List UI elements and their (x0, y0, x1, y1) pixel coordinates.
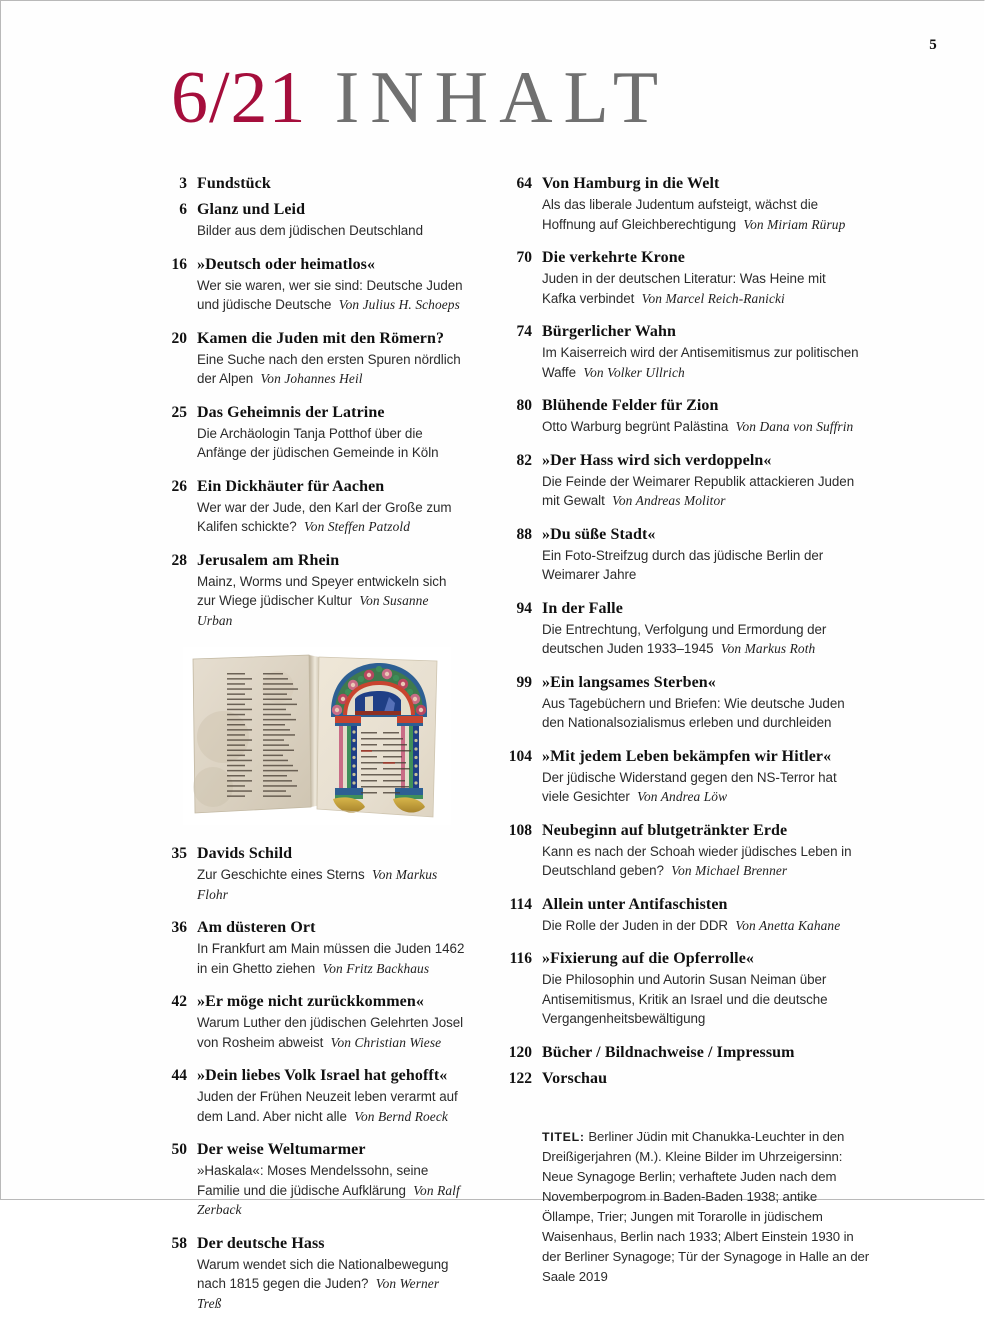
toc-entry-body (197, 843, 465, 904)
toc-entry-body (542, 524, 860, 585)
toc-entry-title[interactable]: Am düsteren Ort (197, 919, 316, 936)
toc-entry[interactable] (153, 550, 465, 631)
toc-entry-body (197, 173, 465, 194)
toc-entry-subtitle (197, 865, 465, 904)
toc-entry-page-number: 82 (516, 451, 532, 469)
toc-entry-subtitle-text: Der jüdische Widerstand gegen den NS-Terror hat viele Gesichter (542, 769, 837, 804)
toc-entry-subtitle (542, 195, 860, 234)
toc-entry-subtitle-text: Die Philosophin und Autorin Susan Neiman über Antisemitismus, Kritik an Israel und die deutsche Vergangenheitsbewältigung (542, 972, 828, 1026)
toc-entry-body (197, 476, 465, 537)
toc-entry-title[interactable]: In der Falle (542, 599, 623, 617)
toc-entry-page-number: 28 (171, 551, 187, 569)
toc-entry-byline: Von Werner Treß (197, 1276, 440, 1311)
toc-entry-subtitle (542, 546, 860, 585)
cover-credit-label: TITEL: (542, 1129, 585, 1144)
toc-entry-title[interactable]: »Er möge nicht zurückkommen« (197, 993, 424, 1010)
toc-entry-title[interactable]: Der deutsche Hass (197, 1234, 325, 1252)
toc-entry-body (197, 991, 465, 1052)
toc-entry[interactable] (498, 395, 860, 437)
toc-entry[interactable] (153, 1139, 465, 1220)
toc-entry-byline: Von Bernd Roeck (354, 1108, 448, 1124)
toc-entry-body (542, 948, 860, 1029)
toc-entry-page-number: 44 (171, 1067, 187, 1084)
masthead (171, 57, 670, 139)
toc-entry-title[interactable]: »Der Hass wird sich verdoppeln« (542, 451, 772, 469)
toc-entry-subtitle (542, 343, 860, 382)
toc-entry-subtitle (197, 350, 465, 389)
toc-entry-byline: Von Marcel Reich-Ranicki (641, 290, 785, 306)
toc-entry-page-number: 26 (171, 477, 187, 495)
toc-entry-body (542, 894, 860, 936)
toc-entry-body (197, 328, 465, 389)
toc-entry-byline: Von Miriam Rürup (743, 216, 846, 232)
toc-entry-byline: Von Dana von Suffrin (735, 419, 854, 434)
toc-entry-subtitle-text: Otto Warburg begrünt Palästina (542, 419, 729, 434)
toc-entry-body (542, 395, 860, 437)
toc-entry-subtitle-text: Wer war der Jude, den Karl der Große zum Kalifen schickte? (197, 499, 452, 534)
toc-entry-subtitle-text: Die Entrechtung, Verfolgung und Ermordung der deutschen Juden 1933–1945 (542, 621, 827, 656)
toc-entry-body (542, 746, 860, 807)
toc-entry-subtitle (197, 1255, 465, 1314)
toc-entry-title[interactable]: Bücher / Bildnachweise / Impressum (542, 1043, 795, 1061)
toc-entry-page-number: 50 (171, 1141, 187, 1158)
toc-entry[interactable] (498, 450, 860, 511)
toc-entry-subtitle (542, 472, 860, 511)
toc-entry-subtitle (542, 768, 860, 807)
toc-entry-title[interactable]: Fundstück (197, 175, 271, 192)
toc-entry-title[interactable]: »Du süße Stadt« (542, 525, 656, 543)
toc-entry-title[interactable]: Der weise Weltumarmer (197, 1141, 366, 1158)
toc-entry-page-number: 104 (508, 747, 532, 765)
toc-entry-byline: Von Julius H. Schoeps (338, 297, 460, 312)
toc-entry-title[interactable]: »Deutsch oder heimatlos« (197, 255, 376, 273)
toc-entry-page-number: 64 (516, 175, 532, 192)
toc-entry-page-number: 99 (516, 673, 532, 691)
toc-entry-page-number: 108 (508, 821, 532, 839)
toc-entry[interactable] (153, 199, 465, 241)
issue-number: 6/21 (171, 57, 307, 139)
toc-entry-page-number: 20 (171, 329, 187, 347)
toc-entry[interactable] (498, 672, 860, 733)
toc-entry[interactable] (153, 173, 465, 194)
toc-entry-page-number: 116 (509, 950, 532, 967)
toc-entry-subtitle (197, 572, 465, 631)
toc-entry-body (197, 1065, 465, 1126)
toc-entry-title[interactable]: Neubeginn auf blutgetränkter Erde (542, 821, 788, 839)
toc-entry-page-number: 80 (516, 397, 532, 414)
toc-entry-byline: Von Ralf Zerback (197, 1182, 460, 1217)
toc-entry-body (542, 1068, 860, 1089)
toc-entry-body (197, 402, 465, 463)
toc-entry[interactable] (153, 402, 465, 463)
toc-column-left (153, 173, 465, 1326)
toc-entry-page-number: 122 (508, 1069, 532, 1087)
toc-entry[interactable] (498, 524, 860, 585)
toc-entry-subtitle-text: Juden in der deutschen Literatur: Was Heine mit Kafka verbindet (542, 271, 826, 306)
toc-entry-title[interactable]: »Fixierung auf die Opferrolle« (542, 950, 755, 967)
toc-entry-subtitle-text: Eine Suche nach den ersten Spuren nördlich der Alpen (197, 351, 461, 386)
toc-entry-subtitle (542, 842, 860, 881)
toc-entry-subtitle-text: Als das liberale Judentum aufsteigt, wächst die Hoffnung auf Gleichberechtigung (542, 197, 819, 232)
cover-credit-text: Berliner Jüdin mit Chanukka-Leuchter in den Dreißigerjahren (M.). Kleine Bilder im Uhrzeigersinn: Neue Synagoge Berlin; verhaftete Juden nach dem Novemberpogrom in Baden-Baden 1938; antike Öllampe, Trier; Jungen mit Torarolle in jüdischem Waisenhaus, Berlin nach 1933; Albert Einstein 1930 in der Berliner Synagoge; Tür der Synagoge in Halle an der Saale 2019 (542, 1128, 870, 1284)
toc-entry[interactable] (498, 746, 860, 807)
toc-entry-title[interactable]: Vorschau (542, 1069, 608, 1087)
toc-entry-subtitle-text: Die Rolle der Juden in der DDR (542, 917, 729, 933)
toc-entry-page-number: 36 (171, 919, 187, 936)
toc-entry[interactable] (153, 917, 465, 978)
toc-entry-title[interactable]: Davids Schild (197, 845, 293, 862)
toc-entry[interactable] (153, 843, 465, 904)
toc-entry-body (197, 550, 465, 631)
toc-entry-byline: Von Anetta Kahane (735, 917, 841, 933)
toc-entry-body (542, 820, 860, 881)
toc-entry-subtitle (197, 1087, 465, 1126)
toc-entry-body (542, 672, 860, 733)
toc-entry[interactable] (498, 820, 860, 881)
toc-entry-body (197, 1233, 465, 1314)
toc-entry-page-number: 120 (508, 1043, 532, 1061)
toc-entry-title[interactable]: Bürgerlicher Wahn (542, 323, 677, 340)
toc-entry-title[interactable]: Jerusalem am Rhein (197, 551, 340, 569)
toc-entry-page-number: 74 (516, 323, 532, 340)
toc-entry-title[interactable]: Allein unter Antifaschisten (542, 895, 728, 913)
toc-entry-subtitle (542, 970, 860, 1029)
toc-entry[interactable] (498, 1042, 860, 1063)
toc-entry-body (542, 450, 860, 511)
toc-entry-byline: Von Andreas Molitor (612, 493, 726, 508)
toc-entry-byline: Von Markus Roth (720, 641, 816, 656)
toc-entry-byline: Von Fritz Backhaus (322, 960, 430, 976)
toc-entry-page-number: 94 (516, 599, 532, 617)
toc-entry-byline: Von Christian Wiese (330, 1034, 442, 1050)
toc-entry-subtitle-text: Mainz, Worms und Speyer entwickeln sich zur Wiege jüdischer Kultur (197, 573, 447, 608)
illuminated-hebrew-manuscript-image (183, 647, 451, 825)
toc-entry-subtitle-text: »Haskala«: Moses Mendelssohn, seine Familie und die jüdische Aufklärung (197, 1163, 429, 1198)
toc-entry-title[interactable]: Das Geheimnis der Latrine (197, 403, 385, 421)
toc-entry-title[interactable]: »Ein langsames Sterben« (542, 673, 716, 691)
toc-entry-page-number: 42 (171, 993, 187, 1010)
toc-entry[interactable] (498, 598, 860, 659)
toc-entry-body (542, 1042, 860, 1063)
toc-entry-body (197, 917, 465, 978)
toc-entry-body (542, 247, 860, 308)
toc-entry-page-number: 16 (171, 255, 187, 273)
toc-entry-body (542, 598, 860, 659)
toc-entry-title[interactable]: Blühende Felder für Zion (542, 397, 719, 414)
toc-entry-title[interactable]: Die verkehrte Krone (542, 249, 685, 266)
toc-entry-subtitle (542, 269, 860, 308)
toc-entry-title[interactable]: »Dein liebes Volk Israel hat gehofft« (197, 1067, 448, 1084)
toc-entry-subtitle (197, 424, 465, 463)
toc-entry[interactable] (498, 894, 860, 936)
toc-column-right (498, 173, 870, 1287)
toc-entry-subtitle-text: Bilder aus dem jüdischen Deutschland (197, 223, 423, 238)
toc-entry-subtitle (542, 417, 860, 437)
toc-entry-subtitle-text: Im Kaiserreich wird der Antisemitismus zur politischen Waffe (542, 345, 859, 380)
toc-entry-subtitle-text: Kann es nach der Schoah wieder jüdisches Leben in Deutschland geben? (542, 843, 852, 878)
toc-entry-title[interactable]: Kamen die Juden mit den Römern? (197, 329, 445, 347)
toc-entry-title[interactable]: »Mit jedem Leben bekämpfen wir Hitler« (542, 747, 832, 765)
toc-entry-page-number: 114 (509, 895, 532, 913)
toc-entry-page-number: 6 (179, 201, 187, 218)
toc-entry-subtitle (197, 939, 465, 978)
toc-entry-subtitle-text: Die Feinde der Weimarer Republik attackieren Juden mit Gewalt (542, 473, 855, 508)
cover-credit-caption (542, 1127, 872, 1287)
toc-entry-page-number: 35 (171, 845, 187, 862)
toc-entry-page-number: 88 (516, 525, 532, 543)
toc-entry-body (542, 321, 860, 382)
toc-entry-subtitle-text: Ein Foto-Streifzug durch das jüdische Berlin der Weimarer Jahre (542, 547, 824, 582)
toc-entry-body (542, 173, 860, 234)
toc-entry[interactable] (153, 254, 465, 315)
toc-entry-subtitle-text: Juden der Frühen Neuzeit leben verarmt auf dem Land. Aber nicht alle (197, 1089, 458, 1124)
toc-entry-subtitle (542, 620, 860, 659)
toc-entry-page-number: 3 (179, 175, 187, 192)
toc-entry[interactable] (153, 1065, 465, 1126)
toc-entry[interactable] (498, 1068, 860, 1089)
toc-entry[interactable] (153, 328, 465, 389)
toc-entry-byline: Von Steffen Patzold (303, 519, 411, 534)
folio-number: 5 (929, 37, 937, 53)
toc-entry[interactable] (153, 1233, 465, 1314)
toc-entry[interactable] (498, 173, 860, 234)
toc-entry[interactable] (498, 948, 860, 1029)
toc-entry-subtitle (197, 221, 465, 241)
toc-entry-byline: Von Markus Flohr (197, 867, 438, 902)
toc-entry-subtitle-text: Die Archäologin Tanja Potthof über die Anfänge der jüdischen Gemeinde in Köln (197, 425, 439, 460)
toc-entry[interactable] (498, 247, 860, 308)
toc-entry-body (197, 254, 465, 315)
toc-entry-subtitle (542, 694, 860, 733)
toc-entry[interactable] (153, 476, 465, 537)
toc-entry-subtitle-text: Wer sie waren, wer sie sind: Deutsche Juden und jüdische Deutsche (197, 277, 463, 312)
toc-entry[interactable] (498, 321, 860, 382)
toc-entry-subtitle-text: Warum Luther den jüdischen Gelehrten Josel von Rosheim abweist (197, 1015, 464, 1050)
toc-entry-byline: Von Andrea Löw (637, 789, 728, 804)
toc-entry-byline: Von Michael Brenner (671, 863, 788, 878)
toc-entry-subtitle-text: Warum wendet sich die Nationalbewegung nach 1815 gegen die Juden? (197, 1256, 449, 1291)
masthead-title: INHALT (334, 57, 670, 139)
toc-entry-byline: Von Volker Ullrich (583, 364, 685, 380)
toc-entry-byline: Von Susanne Urban (197, 593, 429, 628)
toc-entry-body (197, 199, 465, 241)
toc-entry-subtitle (197, 1013, 465, 1052)
toc-entry-title[interactable]: Glanz und Leid (197, 201, 306, 218)
toc-entry-title[interactable]: Von Hamburg in die Welt (542, 175, 720, 192)
toc-entry-subtitle-text: Zur Geschichte eines Sterns (197, 867, 365, 882)
toc-entry-subtitle (197, 276, 465, 315)
toc-entry-subtitle-text: In Frankfurt am Main müssen die Juden 1462 in ein Ghetto ziehen (197, 941, 465, 976)
toc-entry-subtitle (197, 498, 465, 537)
toc-entry[interactable] (153, 991, 465, 1052)
toc-entry-page-number: 58 (171, 1234, 187, 1252)
toc-entry-subtitle (197, 1161, 465, 1220)
toc-entry-page-number: 70 (516, 249, 532, 266)
toc-entry-body (197, 1139, 465, 1220)
manuscript-figure (183, 647, 451, 825)
toc-entry-title[interactable]: Ein Dickhäuter für Aachen (197, 477, 385, 495)
toc-entry-subtitle-text: Aus Tagebüchern und Briefen: Wie deutsche Juden den Nationalsozialismus erleben und durchleiden (542, 695, 845, 730)
toc-entry-subtitle (542, 916, 860, 936)
toc-entry-page-number: 25 (171, 403, 187, 421)
toc-entry-byline: Von Johannes Heil (260, 371, 363, 386)
